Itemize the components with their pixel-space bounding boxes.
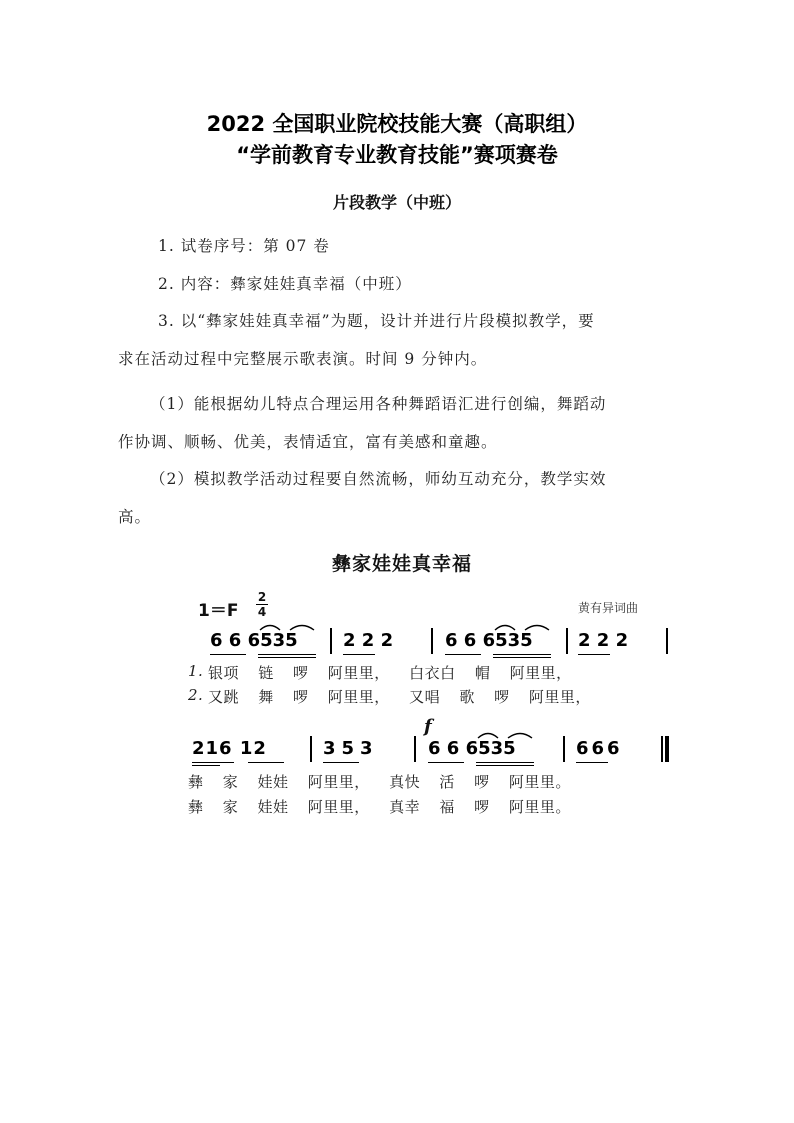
row2-barline	[414, 736, 416, 762]
song-title: 彝家娃娃真幸福	[332, 553, 473, 575]
rhythm-underline	[576, 762, 608, 763]
item-content: 2. 内容：彝家娃娃真幸福（中班）	[158, 275, 412, 293]
final-barline-thin	[661, 736, 663, 762]
section-heading: 片段教学（中班）	[332, 193, 461, 212]
rhythm-underline	[476, 765, 534, 766]
rhythm-underline	[258, 654, 316, 655]
rhythm-underline	[493, 654, 551, 655]
row1-lyric-verse2: 又跳 舞 啰 阿里里， 又唱 歌 啰 阿里里，	[208, 688, 591, 706]
rhythm-underline	[192, 765, 220, 766]
row1-barline	[666, 628, 668, 654]
verse-number: 1.	[188, 662, 204, 680]
time-signature-top: 2	[257, 590, 267, 604]
row2-measure3: 6 6 6535	[428, 738, 516, 759]
rhythm-underline	[248, 762, 284, 763]
row2-barline	[310, 736, 312, 762]
dynamic-forte: f	[424, 716, 432, 737]
rhythm-underline	[323, 762, 359, 763]
slur-mark	[258, 620, 318, 632]
composer-credit: 黄有异词曲	[578, 601, 639, 615]
item-task-line2: 求在活动过程中完整展示歌表演。时间 9 分钟内。	[118, 350, 488, 368]
rhythm-underline	[445, 654, 481, 655]
item-paper-number: 1. 试卷序号：第 07 卷	[158, 237, 330, 255]
requirement-1-line1: （1）能根据幼儿特点合理运用各种舞蹈语汇进行创编，舞蹈动	[150, 395, 607, 413]
page-subtitle: “学前教育专业教育技能”赛项赛卷	[236, 143, 558, 167]
row2-measure4: 666	[576, 738, 623, 759]
requirement-2-line1: （2）模拟教学活动过程要自然流畅，师幼互动充分，教学实效	[150, 470, 607, 488]
row1-lyric-verse1: 银项 链 啰 阿里里， 白衣白 帽 阿里里，	[208, 664, 572, 682]
slur-mark	[493, 620, 553, 632]
time-signature	[256, 591, 268, 618]
rhythm-underline	[476, 762, 534, 763]
requirement-2-line2: 高。	[118, 508, 152, 526]
row1-barline	[330, 628, 332, 654]
rhythm-underline	[210, 654, 246, 655]
rhythm-underline	[578, 654, 610, 655]
rhythm-underline	[493, 657, 551, 658]
rhythm-underline	[258, 657, 316, 658]
row1-barline	[431, 628, 433, 654]
rhythm-underline	[428, 762, 464, 763]
item-task-line1: 3. 以“彝家娃娃真幸福”为题，设计并进行片段模拟教学，要	[158, 312, 595, 330]
page-title: 2022 全国职业院校技能大赛（高职组）	[206, 112, 588, 136]
row1-measure3: 6 6 6535	[445, 630, 533, 651]
row2-measure1: 216 12	[192, 738, 267, 759]
row1-measure4: 2 2 2	[578, 630, 629, 651]
final-barline-thick	[665, 736, 669, 762]
row1-measure1: 6 6 6535	[210, 630, 298, 651]
row2-measure2: 353	[323, 738, 379, 759]
row2-barline	[563, 736, 565, 762]
key-signature: 1＝F	[198, 601, 239, 621]
verse-number: 2.	[188, 686, 204, 704]
rhythm-underline	[343, 654, 375, 655]
row1-barline	[566, 628, 568, 654]
row1-measure2: 2 2 2	[343, 630, 394, 651]
rhythm-underline	[192, 762, 234, 763]
requirement-1-line2: 作协调、顺畅、优美，表情适宜，富有美感和童趣。	[118, 433, 498, 451]
time-signature-bottom: 4	[257, 605, 267, 619]
row2-lyric-verse1: 彝 家 娃娃 阿里里， 真快 活 啰 阿里里。	[188, 773, 571, 791]
slur-mark	[476, 728, 536, 740]
row2-lyric-verse2: 彝 家 娃娃 阿里里， 真幸 福 啰 阿里里。	[188, 798, 571, 816]
